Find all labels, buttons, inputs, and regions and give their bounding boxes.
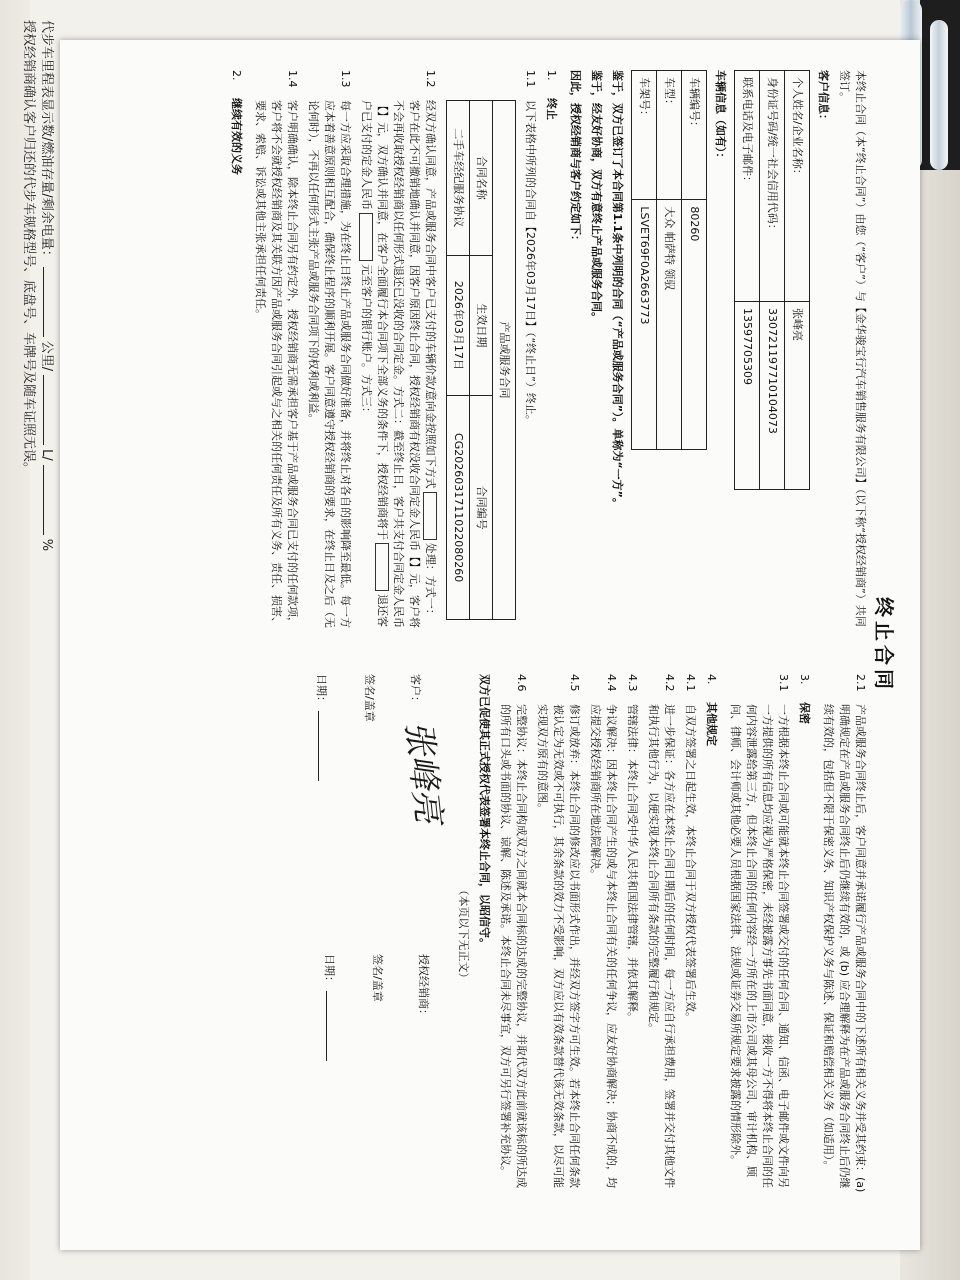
signature-area: [283, 674, 449, 1194]
section-title: 保密: [798, 702, 811, 724]
underlying-unit-km: 公里/: [39, 340, 54, 372]
table-row: [447, 101, 470, 620]
pen-object: [930, 20, 948, 170]
section-number: 2.: [230, 70, 243, 81]
vehicle-info-heading: 车辆信息（如有）：: [714, 70, 727, 164]
customer-info-table: [734, 70, 810, 490]
recital-3: 因此，授权经销商与客户约定如下：: [569, 70, 582, 246]
section-4-heading: [703, 674, 719, 1194]
clause-text: 管辖法律：本终止合同受中华人民共和国法律管辖，并依其解释。: [626, 704, 639, 1023]
vehicle-vin-value: LSVET69F0A2663773: [632, 200, 657, 450]
contract-table-group-header: 产品或服务合同: [493, 101, 516, 620]
clause-text: 自双方签署之日起生效，本终止合同于双方授权代表签署后生效。: [684, 704, 697, 1023]
section-2-heading: [228, 70, 244, 630]
section-title: 终止: [545, 98, 558, 120]
column-header: 生效日期: [470, 255, 493, 396]
section-1-heading: [543, 70, 559, 630]
clause-number: 2.1: [854, 674, 867, 692]
vehicle-vin-label: 车架号：: [632, 71, 657, 200]
clause-4-4: [587, 674, 619, 1194]
clause-text: 退还客户已支付的定金人民币: [360, 100, 389, 627]
clause-number: 4.3: [626, 674, 639, 692]
clause-text: 处理：方式一：客户在此不可撤销地确认并同意，因客户原因终止合同，授权经销商有权没收合同定金人民币【】元，客户将不会再收取授权经销商以任何形式退还已没收的合同定金。方式二：截至终止日，客户共支付合同定金人民币【】元，双方确认并同意，在客户全面履行本合同项下全部义务的条件下，授权经销商将于: [376, 100, 437, 628]
dealer-seal-label: 签名/盖章: [371, 954, 384, 1002]
clause-number: 4.1: [684, 674, 697, 692]
clause-number: 3.1: [777, 674, 790, 692]
vehicle-model-value: 大众 帕萨特 领驭: [657, 200, 682, 450]
customer-info-heading: 客户信息：: [817, 70, 830, 125]
clause-number: 1.4: [286, 70, 299, 88]
table-row: [632, 71, 657, 450]
dealer-signature-block: [283, 954, 431, 1194]
clause-text: 争议解决：因本终止合同产生的或与本终止合同有关的任何争议，应友好协商解决；协商不成的，均应提交授权经销商所在地法院解决。: [589, 704, 618, 1188]
clause-1-2: [358, 70, 438, 630]
customer-handwritten-signature: 张峰亮: [397, 718, 449, 825]
clause-text: 进一步保证：各方应在本终止合同日期后的任何时间，每一方应自行承担费用，签署并交付其他文件和执行其他行为，以便实现本终止合同所有条款的完整履行和规定。: [647, 704, 676, 1188]
underlying-sheet-strip: [0, 0, 60, 1280]
recital-2: 鉴于，经友好协商，双方有意终止产品或服务合同。: [590, 70, 603, 323]
document-title: 终止合同: [872, 597, 896, 693]
contract-number-cell: CG2026031711022080260: [447, 396, 470, 620]
clause-text: 元至客户的银行账户。方式三：: [360, 264, 373, 418]
clause-2-1: [820, 674, 868, 1194]
intro-text: 本终止合同（本“终止合同”）由您（“客户”）与【金华骏宝行汽车销售服务有限公司】（以下称“授权经销商”）共同签订。: [838, 70, 867, 627]
clause-3-1: [727, 674, 791, 1194]
clause-1-1: [522, 70, 538, 630]
right-column: [223, 674, 868, 1194]
table-row: [682, 71, 707, 450]
customer-date-field[interactable]: [318, 711, 331, 781]
underlying-line-2: 授权经销商确认客户归还的代步车规格型号、底盘号、车牌号及随车证照无误。: [21, 20, 36, 476]
clause-1-3: [305, 70, 353, 630]
left-column: [223, 70, 868, 630]
clause-4-3: [624, 674, 640, 1194]
column-header: 合同编号: [470, 396, 493, 620]
checkbox-field[interactable]: [423, 492, 437, 540]
section-title: 其他规定: [705, 702, 718, 746]
vehicle-model-label: 车型：: [657, 71, 682, 200]
section-3-heading: [796, 674, 812, 1194]
closing-note: （本页以下无正文）: [457, 884, 470, 984]
contract-sheet: [60, 40, 920, 1250]
dealer-date-field[interactable]: [326, 991, 339, 1061]
clause-number: 4.4: [605, 674, 618, 692]
customer-sign-label: 客户：: [409, 674, 422, 707]
customer-contact-value: 13597705309: [735, 301, 760, 489]
contract-name-cell: 二手车经纪服务协议: [447, 101, 470, 256]
customer-contact-label: 联系电话及电子邮件：: [735, 71, 760, 302]
clause-text: 修订或放弃：本终止合同的修改应以书面形式作出，并经双方签字方可生效。若本终止合同任何条款被认定为无效或不可执行，其余条款的效力不受影响，双方应以有效条款替代该无效条款，以尽可能实现双方原有的意图。: [536, 704, 581, 1188]
vehicle-number-label: 车辆编号：: [682, 71, 707, 200]
clause-text: 以下表格中所列的合同自【2026年03月17日】（“终止日”）终止。: [524, 100, 537, 426]
column-header: 合同名称: [470, 101, 493, 256]
contract-table: [446, 100, 516, 620]
clause-number: 1.2: [424, 70, 437, 88]
clause-text: 产品或服务合同终止后，客户同意并承诺履行产品或服务合同中的下述所有相关义务并受其约束：(a) 明确规定在产品或服务合同终止后仍继续有效的，或 (b) 应合理解释为在产品或服务合同终止后仍继续有效的，包括但不限于保密义务、知识产权保护义务与陈述、保证和赔偿相关义务（如适用）。: [822, 704, 867, 1193]
clause-4-2: [645, 674, 677, 1194]
clause-number: 1.3: [339, 70, 352, 88]
section-number: 3.: [798, 674, 811, 685]
table-row: [493, 101, 516, 620]
dealer-date-label: 日期：: [323, 954, 336, 987]
clause-number: 4.6: [515, 674, 528, 692]
underlying-unit-l: L/: [39, 449, 54, 461]
customer-id-label: 身份证号码/统一社会信用代码：: [760, 71, 785, 302]
customer-id-value: 330721197710104073: [760, 301, 785, 489]
section-number: 1.: [545, 70, 558, 81]
table-row: [760, 71, 785, 490]
contract-content-rotated: [60, 40, 920, 1250]
section-number: 4.: [705, 674, 718, 685]
clause-number: 4.5: [568, 674, 581, 692]
vehicle-info-table: [631, 70, 707, 450]
clause-number: 1.1: [524, 70, 537, 88]
table-row: [657, 71, 682, 450]
clause-number: 4.2: [663, 674, 676, 692]
closing-statement: 双方已促使其正式授权代表签署本终止合同，以昭信守。: [478, 674, 491, 949]
table-header-row: [470, 101, 493, 620]
customer-date-label: 日期：: [315, 674, 328, 707]
vehicle-number-value: 80260: [682, 200, 707, 450]
clause-4-1: [682, 674, 698, 1194]
table-row: [785, 71, 810, 490]
table-row: [735, 71, 760, 490]
customer-seal-label: 签名/盖章: [363, 674, 376, 722]
clause-1-4: [252, 70, 300, 630]
customer-name-label: 个人姓名/企业名称：: [785, 71, 810, 302]
section-title: 继续有效的义务: [230, 98, 243, 175]
customer-name-value: 张峰亮: [785, 301, 810, 489]
recital-1: 鉴于，双方已签订了本合同第1.1条中列明的合同（“产品或服务合同”）。单称为“一方”。: [611, 70, 624, 509]
dealer-sign-label: 授权经销商：: [417, 954, 430, 1020]
clause-text: 客户明确确认，除本终止合同另有约定外，授权经销商无需承担客户基于产品或服务合同已支付的任何款项，客户将不会就授权经销商及其关联方因产品或服务合同引起或与之相关的任何责任及所有义务、责任、损害、要求、索赔、诉讼或其他主张承担任何责任。: [254, 100, 299, 628]
blank-field[interactable]: [359, 213, 373, 261]
clause-4-6: [497, 674, 529, 1194]
clause-text: 每一方应采取合理措施，为在终止日终止产品或服务合同做好准备，并将终止对各自的影响降至最低。每一方应本着善意原则相互配合，确保终止程序的顺利开展。客户同意遵守授权经销商的要求，在终止日及之后（无论何时），不再以任何形式主张产品或服务合同项下的权利或利益。: [307, 100, 352, 628]
underlying-line-1: 代步车里程表显示数/燃油存量/剩余电量：: [39, 20, 54, 263]
blank-field[interactable]: [375, 543, 389, 591]
clause-text: 完整协议：本终止合同构成双方之间就本合同标的达成的完整协议，并取代双方此前就该标的所达成的所有口头或书面的协议、谅解、陈述及承诺。本终止合同未尽事宜，双方可另行签署补充协议。: [499, 704, 528, 1188]
underlying-unit-pct: %: [39, 538, 54, 552]
clause-text: 一方根据本终止合同或可能就本终止合同签署或交付的任何合同、通知、信函、电子邮件或文件向另一方提供的所有信息均应视为严格保密，未经披露方事先书面同意，接收一方不得将本终止合同的任何内容泄露给第三方，但本终止合同的任何内容经一方所在的上市公司或其母公司、审计机构、顾问、律师、会计师或其他必要人员根据国家法律、法规或证券交易所规定要求披露的情形除外。: [729, 704, 790, 1188]
customer-signature-block: [283, 674, 449, 914]
effective-date-cell: 2026年03月17日: [447, 255, 470, 396]
clause-text: 经双方确认同意，产品或服务合同中客户已支付的车辆价款/意向金按照如下方式: [424, 100, 437, 489]
clause-4-5: [534, 674, 582, 1194]
